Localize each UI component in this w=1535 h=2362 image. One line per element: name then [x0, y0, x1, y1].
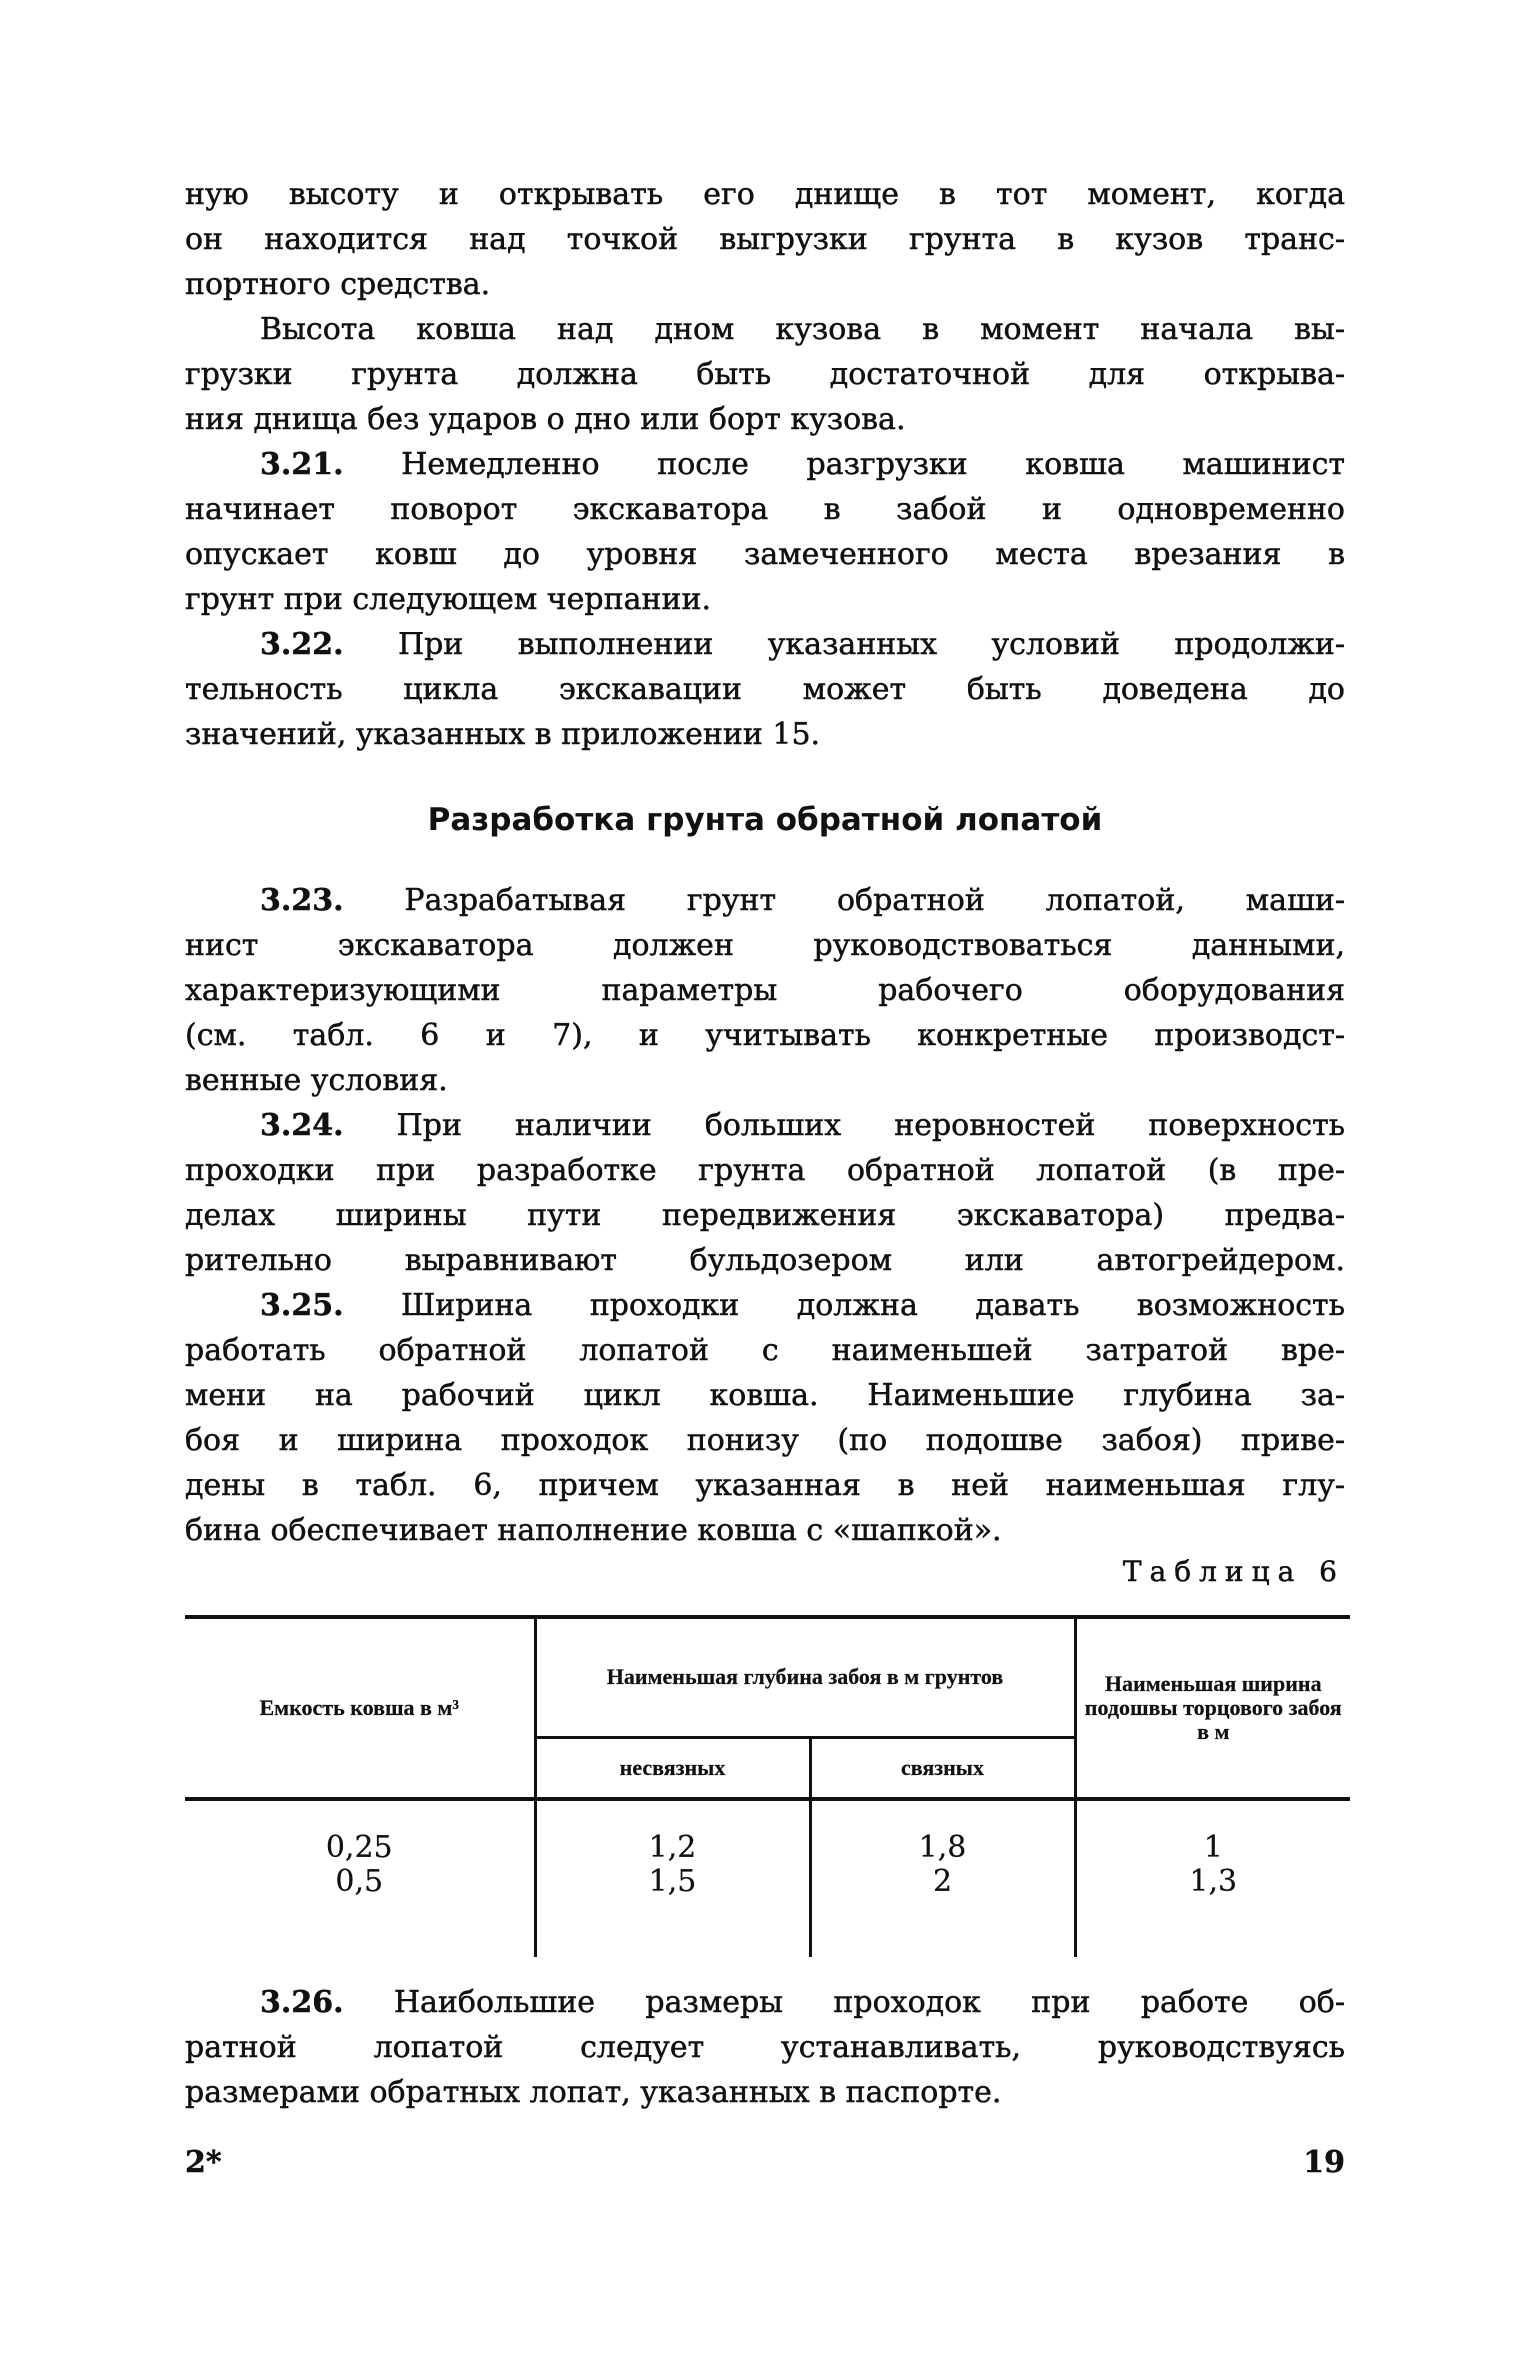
text-line: ратной лопатой следует устанавливать, руководствуясь — [185, 2030, 1345, 2065]
cell-noncohesive — [535, 1799, 810, 1957]
text-line: рительно выравнивают бульдозером или автогрейдером. — [185, 1243, 1345, 1278]
text-line: значений, указанных в приложении 15. — [185, 717, 821, 752]
text-line — [185, 442, 1345, 487]
clause-number: 3.22. — [260, 627, 344, 662]
value: 1 — [1203, 1829, 1223, 1865]
cell-width — [1075, 1799, 1350, 1957]
value: 2 — [932, 1863, 953, 1899]
section-heading: Разработка грунта обратной лопатой — [427, 802, 1103, 838]
text-line: ния днища без ударов о дно или борт кузова. — [185, 402, 906, 437]
value: 1,8 — [918, 1829, 967, 1865]
text-line: он находится над точкой выгрузки грунта в кузов транс- — [185, 222, 1345, 257]
text-line: грунт при следующем черпании. — [185, 582, 711, 617]
header-bucket-capacity: Емкость ковша в м³ — [259, 1694, 459, 1720]
section-body — [185, 878, 1345, 1553]
paragraph-3-26 — [185, 1980, 1345, 2115]
text-line: венные условия. — [185, 1063, 448, 1098]
text-line: работать обратной лопатой с наименьшей затратой вре- — [185, 1333, 1345, 1368]
text-line: дены в табл. 6, причем указанная в ней наименьшая глу- — [185, 1468, 1345, 1503]
header-min-depth: Наименьшая глубина забоя в м грунтов — [535, 1617, 1075, 1737]
clause-number: 3.21. — [260, 447, 344, 482]
text-line — [185, 878, 1345, 923]
text: Наибольшие размеры проходок при работе об- — [343, 1985, 1345, 2020]
header-noncohesive: несвязных — [535, 1737, 810, 1799]
text-line: размерами обратных лопат, указанных в паспорте. — [185, 2075, 1002, 2110]
header-cohesive: связных — [810, 1737, 1075, 1799]
text-line — [185, 1283, 1345, 1328]
data-table — [185, 1615, 1350, 1957]
value: 0,5 — [335, 1863, 384, 1899]
text: При наличии больших неровностей поверхность — [343, 1108, 1345, 1143]
text-line: нист экскаватора должен руководствоваться данными, — [185, 928, 1345, 963]
text-line: портного средства. — [185, 267, 491, 302]
header-min-width: Наименьшая ширина подошвы торцового забоя в м — [1075, 1617, 1350, 1799]
text-line: боя и ширина проходок понизу (по подошве забоя) приве- — [185, 1423, 1345, 1458]
text-line: характеризующими параметры рабочего оборудования — [185, 973, 1345, 1008]
value: 1,2 — [648, 1829, 697, 1865]
text: Немедленно после разгрузки ковша машинист — [343, 447, 1345, 482]
text: Разрабатывая грунт обратной лопатой, маши- — [343, 883, 1345, 918]
text-line: мени на рабочий цикл ковша. Наименьшие глубина за- — [185, 1378, 1345, 1413]
text: Ширина проходки должна давать возможность — [343, 1288, 1345, 1323]
paragraph-continuation — [185, 172, 1345, 757]
text-line: грузки грунта должна быть достаточной для открыва- — [185, 357, 1345, 392]
text-line: ную высоту и открывать его днище в тот момент, когда — [185, 177, 1345, 212]
text-line: опускает ковш до уровня замеченного места врезания в — [185, 537, 1345, 572]
value: 1,3 — [1189, 1863, 1238, 1899]
cell-capacity — [185, 1799, 535, 1957]
page-number: 19 — [1303, 2145, 1345, 2180]
text-line: начинает поворот экскаватора в забой и одновременно — [185, 492, 1345, 527]
text-line: делах ширины пути передвижения экскаватора) предва- — [185, 1198, 1345, 1233]
clause-number: 3.26. — [260, 1985, 344, 2020]
value: 0,25 — [325, 1829, 393, 1865]
clause-number: 3.23. — [260, 883, 344, 918]
text-line — [185, 1103, 1345, 1148]
table-row — [185, 1799, 1350, 1957]
text-line: бина обеспечивает наполнение ковша с «шапкой». — [185, 1513, 1002, 1548]
table-caption: Таблица 6 — [1122, 1555, 1345, 1588]
clause-number: 3.24. — [260, 1108, 344, 1143]
cell-cohesive — [810, 1799, 1075, 1957]
text-line: (см. табл. 6 и 7), и учитывать конкретные производст- — [185, 1018, 1345, 1053]
value: 1,5 — [648, 1863, 697, 1899]
text-line — [185, 1980, 1345, 2025]
signature-mark: 2* — [185, 2145, 222, 2180]
text-line: проходки при разработке грунта обратной лопатой (в пре- — [185, 1153, 1345, 1188]
text-line: тельность цикла экскавации может быть доведена до — [185, 672, 1345, 707]
text: При выполнении указанных условий продолжи- — [343, 627, 1345, 662]
text-line — [185, 622, 1345, 667]
text-line: Высота ковша над дном кузова в момент начала вы- — [260, 312, 1345, 347]
clause-number: 3.25. — [260, 1288, 344, 1323]
